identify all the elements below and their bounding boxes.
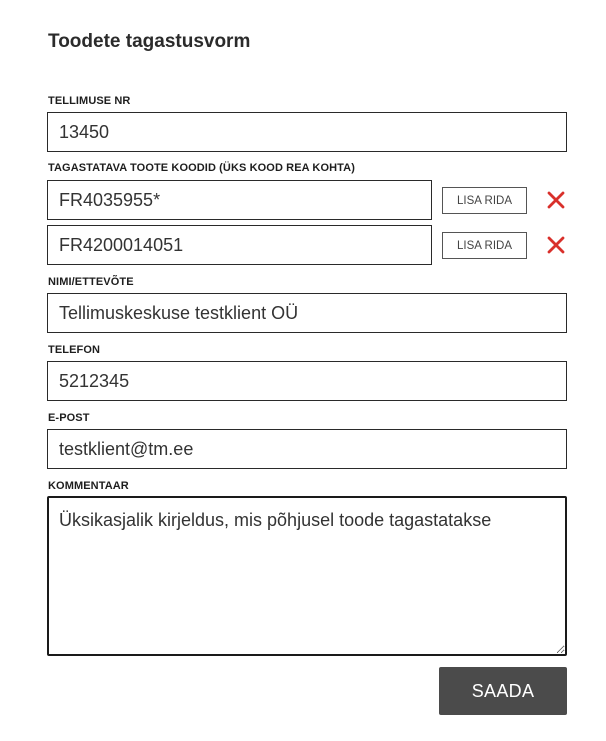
order-number-input[interactable]	[47, 112, 567, 152]
phone-label: TELEFON	[48, 344, 101, 356]
product-codes-label: TAGASTATAVA TOOTE KOODID (ÜKS KOOD REA KOHTA)	[48, 162, 355, 174]
order-number-label: TELLIMUSE NR	[48, 95, 131, 107]
email-label: E-POST	[48, 412, 90, 424]
name-input[interactable]	[47, 293, 567, 333]
comment-textarea[interactable]	[47, 496, 567, 656]
close-icon[interactable]	[546, 190, 566, 210]
email-input[interactable]	[47, 429, 567, 469]
close-icon[interactable]	[546, 235, 566, 255]
add-row-button[interactable]: LISA RIDA	[442, 187, 527, 214]
name-label: NIMI/ETTEVÕTE	[48, 276, 134, 288]
phone-input[interactable]	[47, 361, 567, 401]
product-code-input[interactable]	[47, 180, 432, 220]
submit-button[interactable]: SAADA	[439, 667, 567, 715]
comment-label: KOMMENTAAR	[48, 480, 129, 492]
product-code-input[interactable]	[47, 225, 432, 265]
add-row-button[interactable]: LISA RIDA	[442, 232, 527, 259]
form-title: Toodete tagastusvorm	[48, 31, 251, 52]
